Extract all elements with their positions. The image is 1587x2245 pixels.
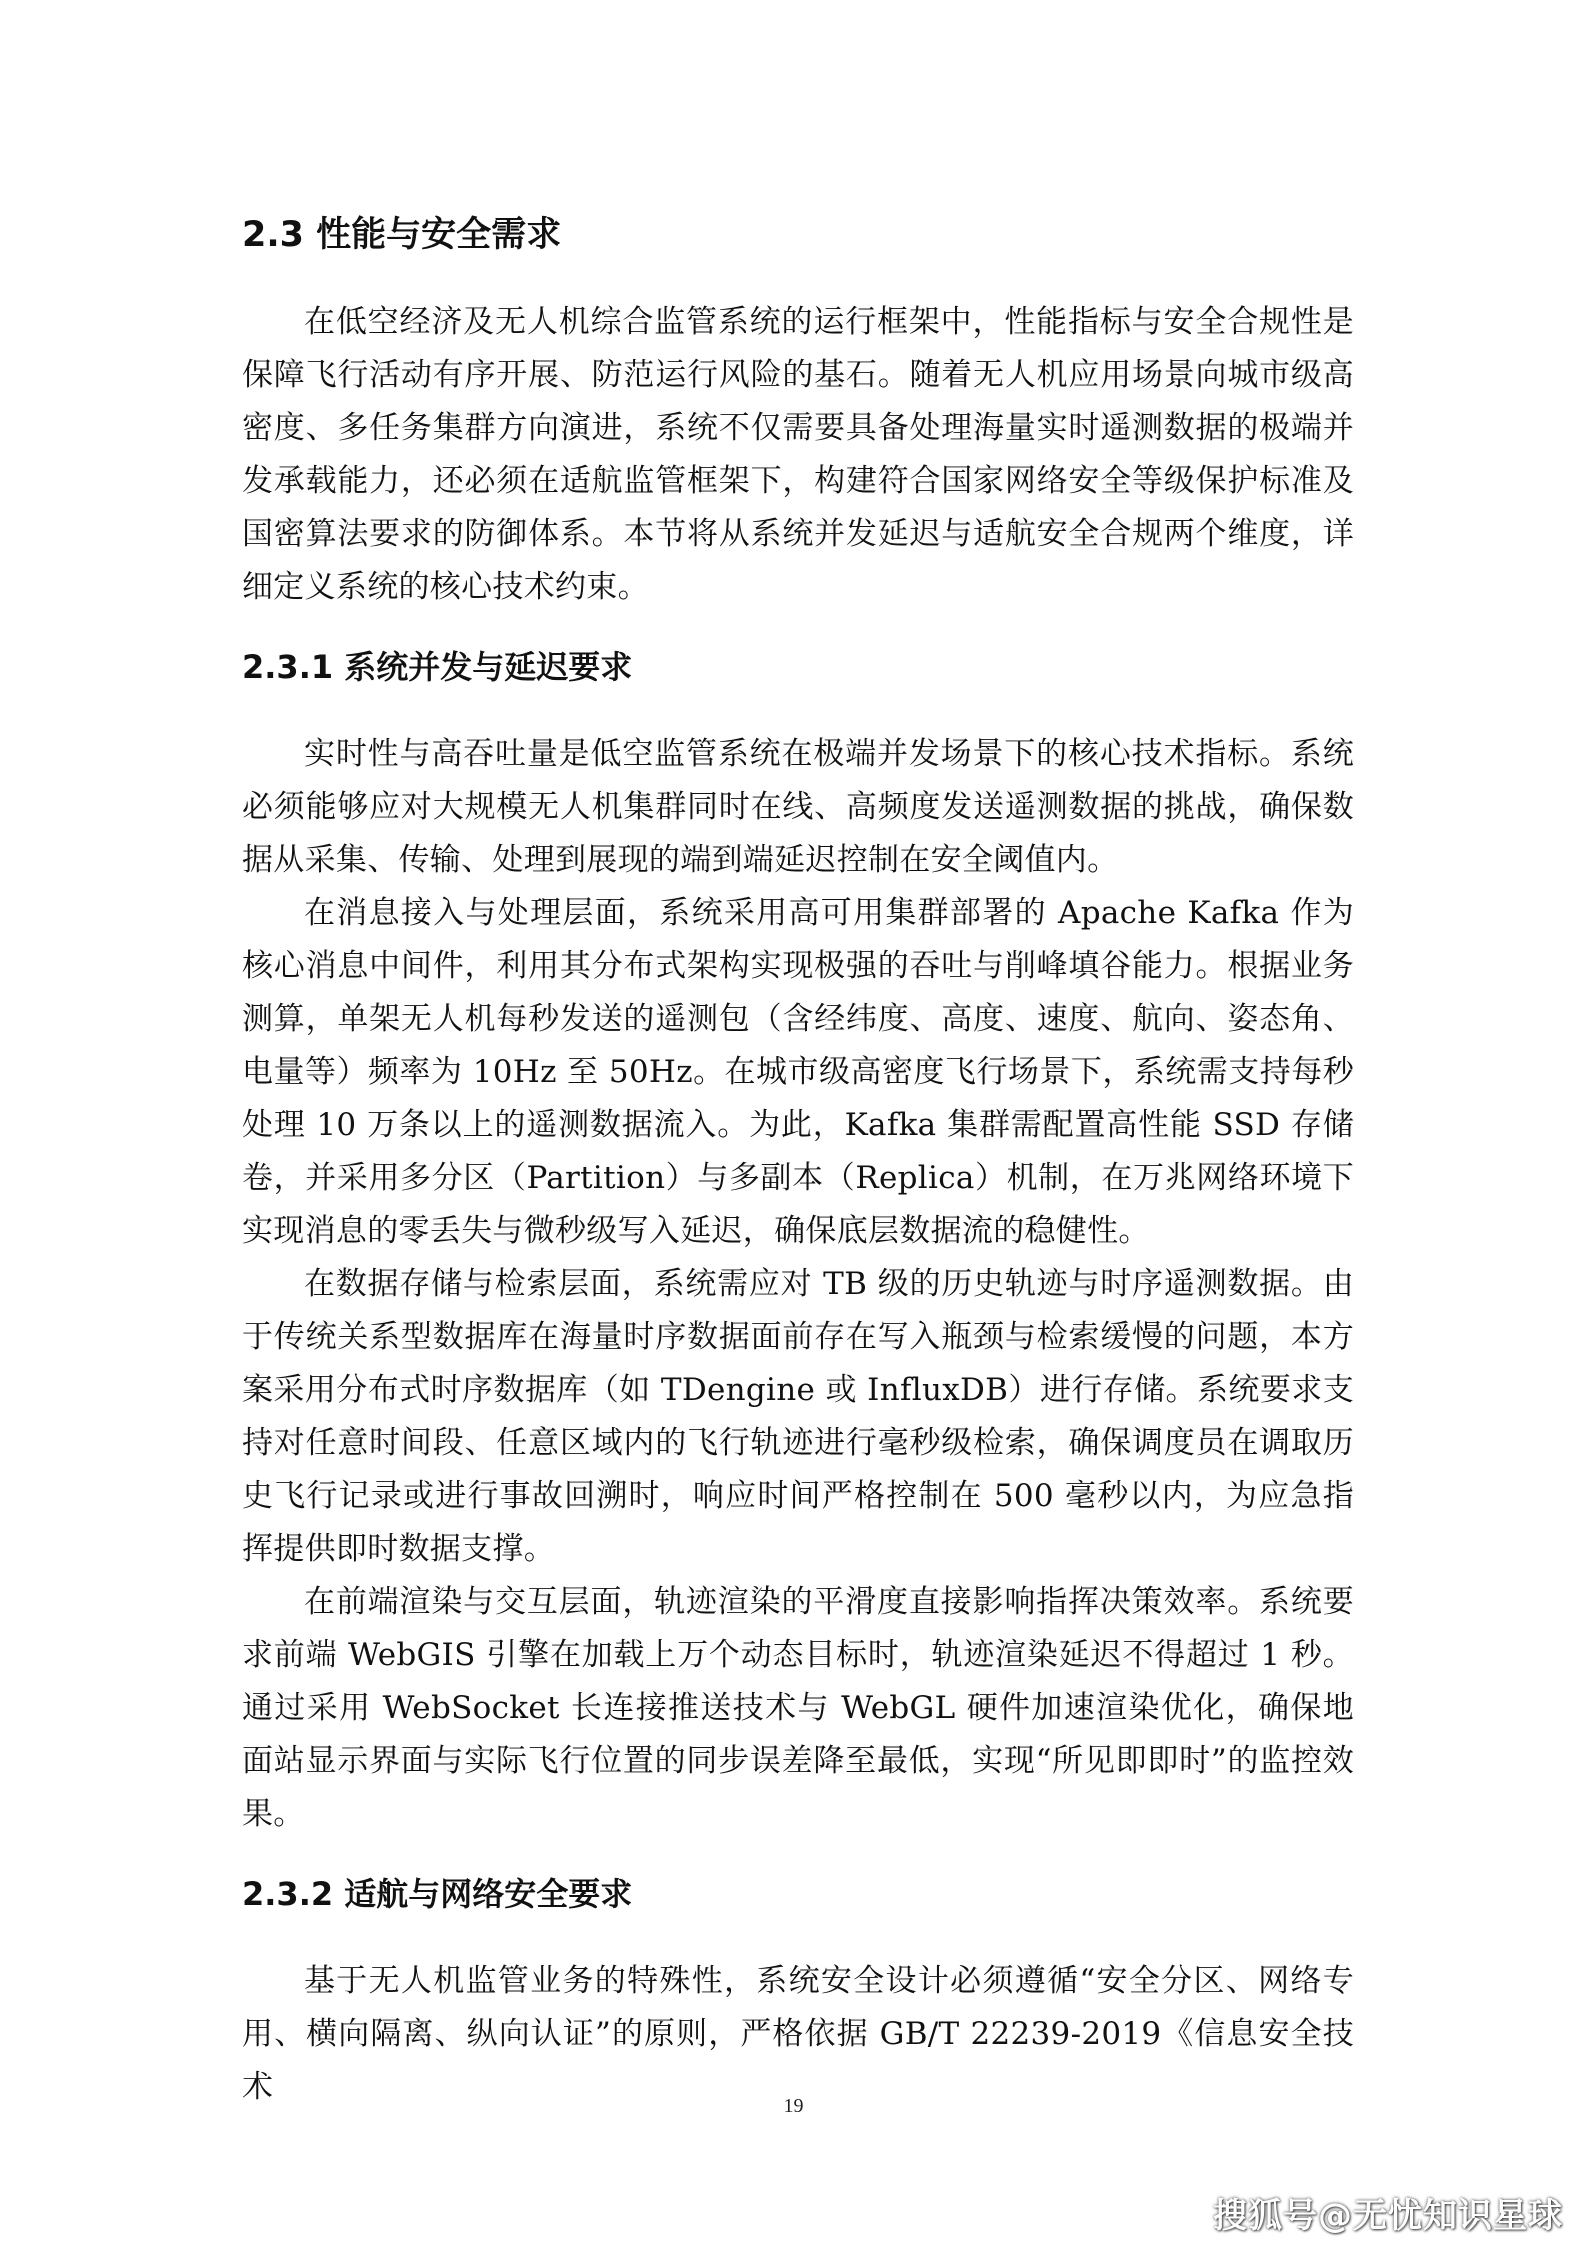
body-paragraph: 基于无人机监管业务的特殊性，系统安全设计必须遵循“安全分区、网络专用、横向隔离、纵向认证”的原则，严格依据 GB/T 22239-2019《信息安全技术: [242, 1963, 1354, 2105]
body-paragraph: 在消息接入与处理层面，系统采用高可用集群部署的 Apache Kafka 作为核心消息中间件，利用其分布式架构实现极强的吞吐与削峰填谷能力。根据业务测算，单架无人机每秒发送的遥测包（含经纬度、高度、速度、航向、姿态角、电量等）频率为 10Hz 至 50Hz。在城市级高密度飞行场景下，系统需支持每秒处理 10 万条以上的遥测数据流入。为此，Kafka 集群需配置高性能 SSD 存储卷，并采用多分区（Partition）与多副本（Replica）机制，在万兆网络环境下实现消息的零丢失与微秒级写入延迟，确保底层数据流的稳健性。: [242, 895, 1354, 1249]
page-number: 19: [783, 2095, 804, 2117]
body-paragraph: 实时性与高吞吐量是低空监管系统在极端并发场景下的核心技术指标。系统必须能够应对大规模无人机集群同时在线、高频度发送遥测数据的挑战，确保数据从采集、传输、处理到展现的端到端延迟控制在安全阈值内。: [242, 736, 1354, 878]
source-watermark: 搜狐号@无忧知识星球: [1213, 2196, 1563, 2236]
body-paragraph: 在前端渲染与交互层面，轨迹渲染的平滑度直接影响指挥决策效率。系统要求前端 WebGIS 引擎在加载上万个动态目标时，轨迹渲染延迟不得超过 1 秒。通过采用 WebSocket 长连接推送技术与 WebGL 硬件加速渲染优化，确保地面站显示界面与实际飞行位置的同步误差降至最低，实现“所见即即时”的监控效果。: [242, 1584, 1354, 1832]
section-intro-paragraph: 在低空经济及无人机综合监管系统的运行框架中，性能指标与安全合规性是保障飞行活动有序开展、防范运行风险的基石。随着无人机应用场景向城市级高密度、多任务集群方向演进，系统不仅需要具备处理海量实时遥测数据的极端并发承载能力，还必须在适航监管框架下，构建符合国家网络安全等级保护标准及国密算法要求的防御体系。本节将从系统并发延迟与适航安全合规两个维度，详细定义系统的核心技术约束。: [242, 304, 1354, 605]
page-content: [242, 210, 1354, 2114]
subsection-heading-concurrency: 2.3.1 系统并发与延迟要求: [242, 648, 633, 686]
section-heading: 2.3 性能与安全需求: [242, 215, 562, 255]
subsection-heading-security: 2.3.2 适航与网络安全要求: [242, 1875, 633, 1913]
body-paragraph: 在数据存储与检索层面，系统需应对 TB 级的历史轨迹与时序遥测数据。由于传统关系型数据库在海量时序数据面前存在写入瓶颈与检索缓慢的问题，本方案采用分布式时序数据库（如 TDengine 或 InfluxDB）进行存储。系统要求支持对任意时间段、任意区域内的飞行轨迹进行毫秒级检索，确保调度员在调取历史飞行记录或进行事故回溯时，响应时间严格控制在 500 毫秒以内，为应急指挥提供即时数据支撑。: [242, 1266, 1354, 1567]
